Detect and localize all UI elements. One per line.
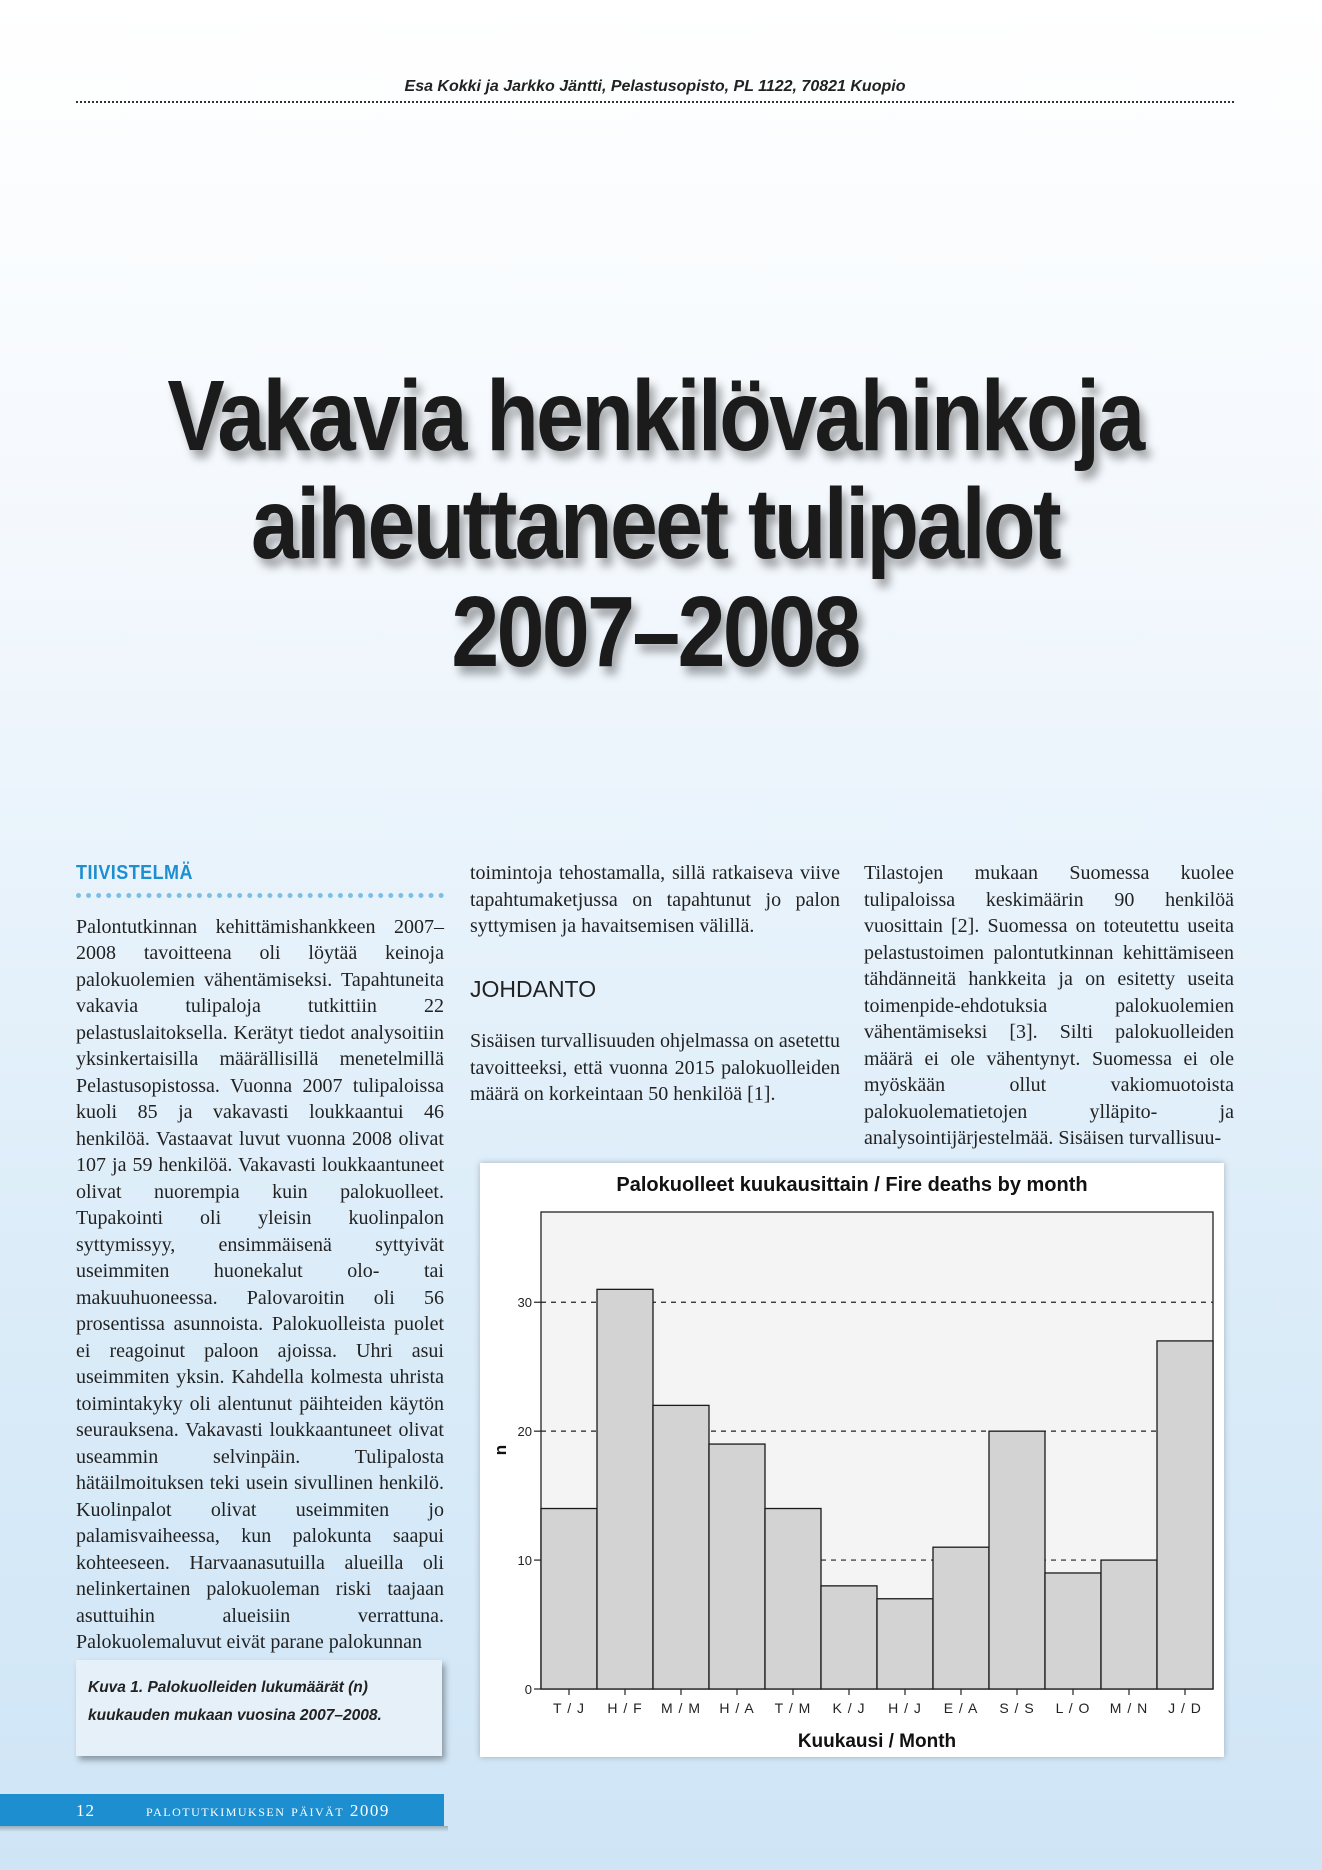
x-tick-label: S / S xyxy=(999,1700,1035,1716)
x-tick-label: H / J xyxy=(888,1700,922,1716)
abstract-heading-divider xyxy=(76,893,444,898)
x-tick-label: L / O xyxy=(1055,1700,1091,1716)
x-tick-label: T / M xyxy=(774,1700,812,1716)
intro-text: Sisäisen turvallisuuden ohjelmassa on asetettu tavoitteeksi, että vuonna 2015 palokuolleiden määrä on korkeintaan 50 henkilöä [1]. xyxy=(470,1030,840,1105)
title-line-3: 2007–2008 xyxy=(451,576,859,688)
y-tick-label: 0 xyxy=(524,1682,532,1697)
byline-divider xyxy=(76,101,1234,103)
column-3 xyxy=(864,860,1234,1152)
bar xyxy=(1045,1573,1101,1689)
column-3-text: Tilastojen mukaan Suomessa kuolee tulipaloissa keskimäärin 90 henkilöä vuosittain [2]. Suomessa on toteutettu useita pelastustoimen palontutkinnan kehittämiseen tähdänneitä hankkeita ja on esitetty useita toimenpide-ehdotuksia palokuolemien vähentämiseksi [3]. Silti palokuolleiden määrä ei ole vähentynyt. Suomessa ei ole myöskään ollut vakiomuotoista palokuolematietojen ylläpito- ja analysointijärjestelmää. Sisäisen turvallisuu- xyxy=(864,862,1234,1149)
abstract-column xyxy=(76,860,444,1656)
intro-heading: JOHDANTO xyxy=(470,975,597,1002)
x-tick-label: T / J xyxy=(553,1700,585,1716)
figure-caption-box xyxy=(76,1660,442,1756)
bar xyxy=(1157,1341,1213,1689)
x-tick-label: H / A xyxy=(719,1700,755,1716)
x-tick-label: H / F xyxy=(607,1700,643,1716)
column-2 xyxy=(470,860,840,1108)
x-axis-label: Kuukausi / Month xyxy=(797,1731,957,1752)
x-tick-label: E / A xyxy=(943,1700,979,1716)
bar xyxy=(765,1509,821,1689)
x-tick-label: J / D xyxy=(1168,1700,1202,1716)
footer-shadow xyxy=(0,1826,448,1832)
y-axis-label: n xyxy=(491,1444,510,1456)
chart-title: Palokuolleet kuukausittain / Fire deaths by month xyxy=(616,1174,1088,1196)
bar xyxy=(877,1599,933,1689)
column-2-continuation: toimintoja tehostamalla, sillä ratkaiseva viive tapahtumaketjussa on tapahtunut jo palon syttymisen ja havaitsemisen välillä. xyxy=(470,862,840,937)
bar xyxy=(1101,1560,1157,1689)
y-tick-label: 20 xyxy=(517,1424,532,1440)
title-line-2: aiheuttaneet tulipalot xyxy=(250,468,1060,580)
chart-svg xyxy=(480,1163,1224,1757)
figure-caption: Kuva 1. Palokuolleiden lukumäärät (n) kuukauden mukaan vuosina 2007–2008. xyxy=(88,1679,382,1724)
x-tick-label: M / N xyxy=(1109,1700,1149,1716)
bar xyxy=(597,1289,653,1689)
bar xyxy=(709,1444,765,1689)
journal-name: palotutkimuksen päivät 2009 xyxy=(146,1801,390,1820)
y-tick-label: 10 xyxy=(517,1553,532,1569)
abstract-text: Palontutkinnan kehittämishankkeen 2007–2008 tavoitteena oli löytää keinoja palokuolemien vähentämiseksi. Tapahtuneita vakavia tulipaloja tutkittiin 22 pelastuslaitoksella. Kerätyt tiedot analysoitiin yksinkertaisilla määrällisillä menetelmillä Pelastusopistossa. Vuonna 2007 tulipaloissa kuoli 85 ja vakavasti loukkaantui 46 henkilöä. Vastaavat luvut vuonna 2008 olivat 107 ja 59 henkilöä. Vakavasti loukkaantuneet olivat nuorempia kuin palokuolleet. Tupakointi oli yleisin kuolinpalon syttymissyy, ensimmäisenä syttyivät useimmiten huonekalut olo- tai makuuhuoneessa. Palovaroitin oli 56 prosentissa asunnoista. Palokuolleista puolet ei reagoinut paloon ajoissa. Uhri asui useimmiten yksin. Kahdella kolmesta uhrista toimintakyky oli alentunut päihteiden käytön seurauksena. Vakavasti loukkaantuneet olivat useammin selvinpäin. Tulipalosta hätäilmoituksen teki usein sivullinen henkilö. Kuolinpalot olivat useimmiten jo palamisvaiheessa, kun palokunta saapui kohteeseen. Harvaanasutuilla alueilla oli nelinkertainen palokuoleman riski taajaan asuttuihin alueisiin verrattuna. Palokuolemaluvut eivät parane palokunnan xyxy=(76,915,444,1653)
x-tick-label: K / J xyxy=(832,1700,866,1716)
byline: Esa Kokki ja Jarkko Jäntti, Pelastusopisto, PL 1122, 70821 Kuopio xyxy=(404,78,906,95)
footer-bar xyxy=(0,1794,444,1826)
title-line-1: Vakavia henkilövahinkoja xyxy=(167,360,1143,472)
bar xyxy=(989,1431,1045,1689)
chart-figure xyxy=(480,1163,1224,1757)
bar xyxy=(653,1405,709,1689)
bar xyxy=(821,1586,877,1689)
page-number: 12 xyxy=(76,1801,95,1820)
bar xyxy=(933,1547,989,1689)
article-title xyxy=(157,362,1153,686)
x-tick-label: M / M xyxy=(661,1700,701,1716)
abstract-heading: TIIVISTELMÄ xyxy=(76,862,193,884)
bar xyxy=(541,1509,597,1689)
y-tick-label: 30 xyxy=(517,1295,532,1311)
